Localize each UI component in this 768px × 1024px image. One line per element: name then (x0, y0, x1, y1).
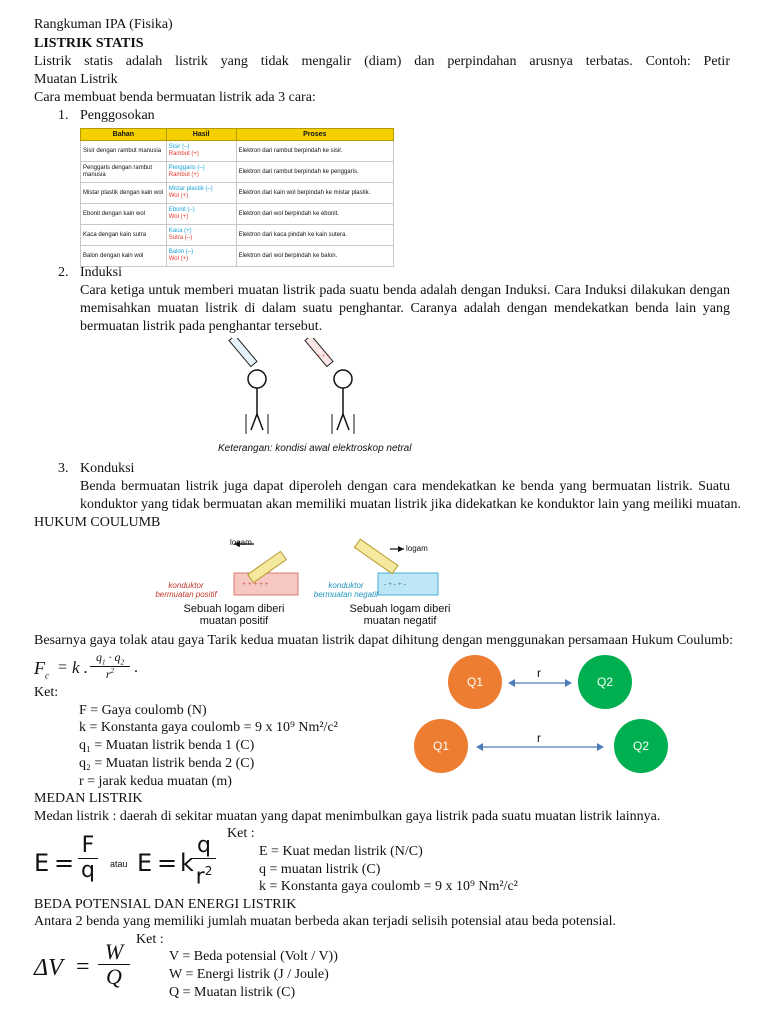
section-medan-listrik: MEDAN LISTRIK (34, 791, 143, 806)
coulomb-def-k: k = Konstanta gaya coulomb = 9 x 10⁹ Nm²/c² (79, 720, 338, 735)
electroscope-figure (215, 338, 395, 443)
cell-bahan: Sisir dengan rambut manusia (81, 141, 167, 162)
item3-title: Konduksi (80, 461, 135, 476)
neutral-electroscope (229, 338, 268, 434)
cell-proses: Elektron dari rambut berpindah ke penggaris. (236, 162, 393, 183)
cell-hasil (166, 204, 236, 225)
electroscope-caption: Keterangan: kondisi awal elektroskop netral (218, 443, 412, 454)
table-row (81, 225, 394, 246)
electric-field-formula: E = F q atau E = k q $r^2$ (34, 834, 254, 892)
result-negative: Penggaris (–) (168, 165, 205, 171)
coulomb-def-q1: q₁ = Muatan listrik benda 1 (C) (79, 738, 255, 753)
table-row (81, 246, 394, 267)
potensial-def-v: V = Beda potensial (Volt / V)) (169, 949, 338, 964)
q1-charge-bottom: Q1 (414, 719, 468, 773)
item2-line1: Cara ketiga untuk memberi muatan listrik pada suatu benda adalah dengan Induksi. Cara Induksi dilakukan dengan (80, 283, 730, 298)
table-row (81, 183, 394, 204)
positive-conductor (234, 541, 298, 595)
cell-proses: Elektron dari wol berpindah ke ebonit. (236, 204, 393, 225)
cell-hasil (166, 162, 236, 183)
potential-formula: ΔV = W Q (34, 940, 144, 994)
cell-bahan: Penggaris dengan rambut manusia (81, 162, 167, 183)
svg-text:- + - + -: - + - + - (384, 580, 406, 588)
cell-hasil (166, 225, 236, 246)
item1-number: 1. (58, 108, 69, 123)
table-row (81, 204, 394, 225)
item3-line2: konduktor yang tidak bermuatan akan memiliki muatan listrik jika didekatkan ke konduktor lain yang meiliki muatan. (80, 497, 741, 512)
cell-proses: Elektron dari kain wol berpindah ke mistar plastik. (236, 183, 393, 204)
cell-hasil (166, 183, 236, 204)
result-negative: Kaca (+) (168, 228, 192, 234)
item2-number: 2. (58, 265, 69, 280)
coulomb-def-q2: q₂ = Muatan listrik benda 2 (C) (79, 756, 255, 771)
table-row (81, 162, 394, 183)
medan-def-e: E = Kuat medan listrik (N/C) (259, 844, 423, 859)
distance-label-long: r (537, 731, 541, 745)
medan-def-q: q = muatan listrik (C) (259, 862, 381, 877)
intro-paragraph: Listrik statis adalah listrik yang tidak mengalir (diam) dan perpindahan arusnya terbatas. Contoh: Petir (34, 54, 730, 69)
svg-text:+ + +: + + + (317, 354, 331, 360)
item2-line3: bermuatan listrik pada penghantar tersebut. (80, 319, 323, 334)
doc-title: Rangkuman IPA (Fisika) (34, 17, 173, 32)
potensial-ket: Ket : (136, 932, 164, 947)
negative-caption: Sebuah logam diberi muatan negatif (349, 603, 451, 627)
result-positive: Sutra (–) (168, 235, 193, 241)
table-row (81, 141, 394, 162)
cell-bahan: Ebonit dengan kain wol (81, 204, 167, 225)
section-hukum-coulumb: HUKUM COULUMB (34, 515, 161, 530)
cell-hasil (166, 141, 236, 162)
positive-conductor-label: konduktor bermuatan positif (155, 581, 217, 599)
table-header-hasil: Hasil (166, 129, 236, 141)
item3-line1: Benda bermuatan listrik juga dapat diperoleh dengan cara mendekatkan ke benda yang bermuatan listrik. Suatu (80, 479, 730, 494)
cell-bahan: Balon dengan kain wol (81, 246, 167, 267)
coulomb-def-r: r = jarak kedua muatan (m) (79, 774, 232, 789)
coulomb-formula: $F_c$ = k . $q_1 \cdot q_2$ $r^2$ . (34, 650, 138, 682)
cell-bahan: Kaca dengan kain sutra (81, 225, 167, 246)
cell-proses: Elektron dari wol berpindah ke balon. (236, 246, 393, 267)
coulomb-def-f: F = Gaya coulomb (N) (79, 703, 207, 718)
svg-text:+ + + + +: + + + + + (242, 580, 269, 588)
logam-label-left: logam (230, 538, 252, 547)
result-positive: Wol (+) (168, 214, 189, 220)
medan-def-k: k = Konstanta gaya coulomb = 9 x 10⁹ Nm²/c² (259, 879, 518, 894)
logam-label-right: logam (406, 544, 428, 553)
item2-title: Induksi (80, 265, 122, 280)
result-positive: Rambut (+) (168, 151, 199, 157)
distance-label-short: r (537, 666, 541, 680)
q2-charge-bottom: Q2 (614, 719, 668, 773)
rubbing-table (80, 128, 394, 267)
ways-text: Cara membuat benda bermuatan listrik ada 3 cara: (34, 90, 316, 105)
intro-subheading: Muatan Listrik (34, 72, 118, 87)
charged-electroscope (305, 338, 354, 434)
potensial-def-q: Q = Muatan listrik (C) (169, 985, 296, 1000)
cell-proses: Elektron dari kaca pindah ke kain sutera. (236, 225, 393, 246)
cell-hasil (166, 246, 236, 267)
q2-charge-top: Q2 (578, 655, 632, 709)
positive-caption: Sebuah logam diberi muatan positif (183, 603, 285, 627)
result-negative: Mistar plastik (–) (168, 186, 213, 192)
item1-title: Penggosokan (80, 108, 155, 123)
coulomb-description: Besarnya gaya tolak atau gaya Tarik kedua muatan listrik dapat dihitung dengan menggunakan persamaan Hukum Coulumb: (34, 633, 733, 648)
table-header-bahan: Bahan (81, 129, 167, 141)
section-beda-potensial: BEDA POTENSIAL DAN ENERGI LISTRIK (34, 897, 297, 912)
result-positive: Rambut (+) (168, 172, 199, 178)
result-negative: Sisir (–) (168, 144, 190, 150)
result-negative: Balon (–) (168, 249, 194, 255)
negative-conductor-label: konduktor bermuatan negatif (313, 581, 379, 599)
coulomb-ket: Ket: (34, 685, 59, 700)
result-positive: Wol (+) (168, 256, 189, 262)
cell-proses: Elektron dari rambut berpindah ke sisir. (236, 141, 393, 162)
item2-line2: memisahkan muatan listrik di dalam suatu penghantar. Caranya adalah dengan mendekatkan benda lain yang (80, 301, 730, 316)
result-negative: Ebonit (–) (168, 207, 195, 213)
potensial-def-w: W = Energi listrik (J / Joule) (169, 967, 329, 982)
medan-description: Medan listrik : daerah di sekitar muatan yang dapat menimbulkan gaya listrik pada suatu muatan listrik lainnya. (34, 809, 661, 824)
q1-charge-top: Q1 (448, 655, 502, 709)
medan-ket: Ket : (227, 826, 255, 841)
table-header-proses: Proses (236, 129, 393, 141)
section-listrik-statis: LISTRIK STATIS (34, 36, 144, 51)
item3-number: 3. (58, 461, 69, 476)
atau-label: atau (110, 859, 128, 869)
cell-bahan: Mistar plastik dengan kain wol (81, 183, 167, 204)
result-positive: Wol (+) (168, 193, 189, 199)
potensial-description: Antara 2 benda yang memiliki jumlah muatan berbeda akan terjadi selisih potensial atau beda potensial. (34, 914, 616, 929)
